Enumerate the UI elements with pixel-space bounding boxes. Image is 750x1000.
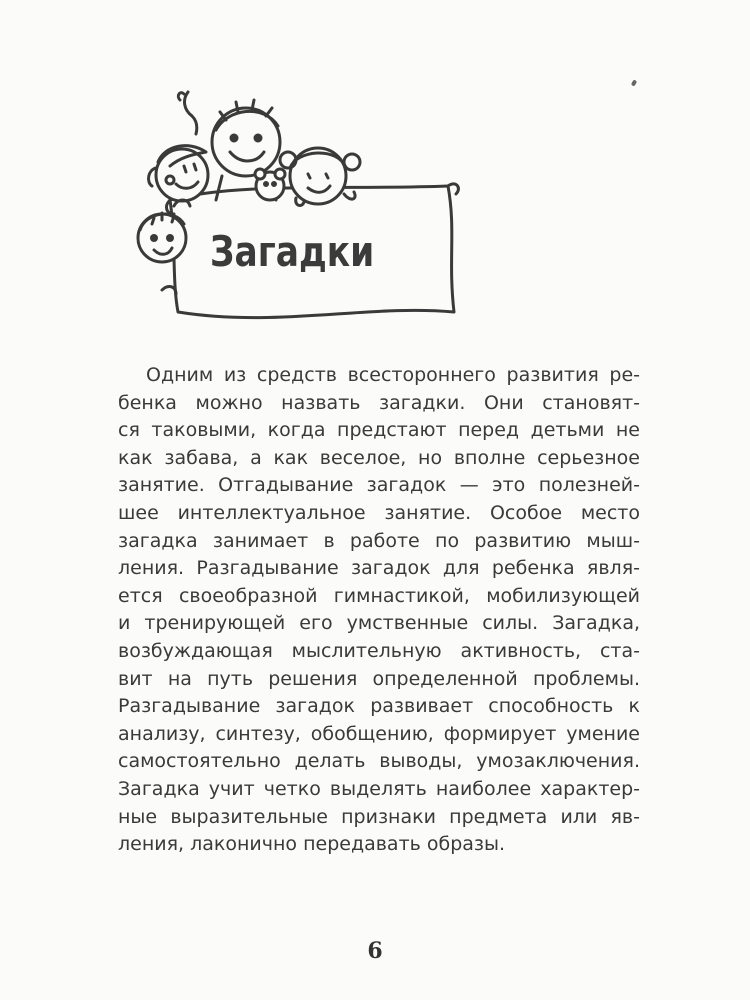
text-line: занятие. Отгадывание загадок — это полезней- <box>118 474 640 497</box>
body-paragraph <box>118 362 640 859</box>
text-line: Загадка учит четко выделять наиболее характер- <box>118 777 640 800</box>
text-line: как забава, а как веселое, но вполне серьезное <box>118 446 640 469</box>
text-line: вит на путь решения определенной проблемы. <box>118 667 640 690</box>
children-holding-banner-icon <box>118 90 463 330</box>
section-title: Загадки <box>210 227 375 276</box>
text-line: загадка занимает в работе по развитию мыш- <box>118 529 640 552</box>
text-line: анализу, синтезу, обобщению, формирует умение <box>118 722 640 745</box>
print-speck <box>631 79 637 86</box>
text-line: возбуждающая мыслительную активность, ста- <box>118 639 640 662</box>
text-line: ся таковыми, когда предстают перед детьми не <box>118 419 640 442</box>
page-number: 6 <box>367 938 383 964</box>
text-line: Одним из средств всестороннего развития ре- <box>146 364 640 386</box>
text-line: бенка можно назвать загадки. Они становят- <box>118 391 640 414</box>
text-line: Разгадывание загадок развивает способность к <box>118 695 640 718</box>
text-line: ления, лаконично передавать образы. <box>118 833 506 856</box>
text-line: шее интеллектуальное занятие. Особое место <box>118 501 640 524</box>
text-line: самостоятельно делать выводы, умозаключения. <box>118 750 640 773</box>
text-line: ется своеобразной гимнастикой, мобилизующей <box>118 584 640 607</box>
text-line: ные выразительные признаки предмета или яв- <box>118 805 640 828</box>
text-line: ления. Разгадывание загадок для ребенка явля- <box>118 557 640 580</box>
text-line: и тренирующей его умственные силы. Загадка, <box>118 612 640 635</box>
